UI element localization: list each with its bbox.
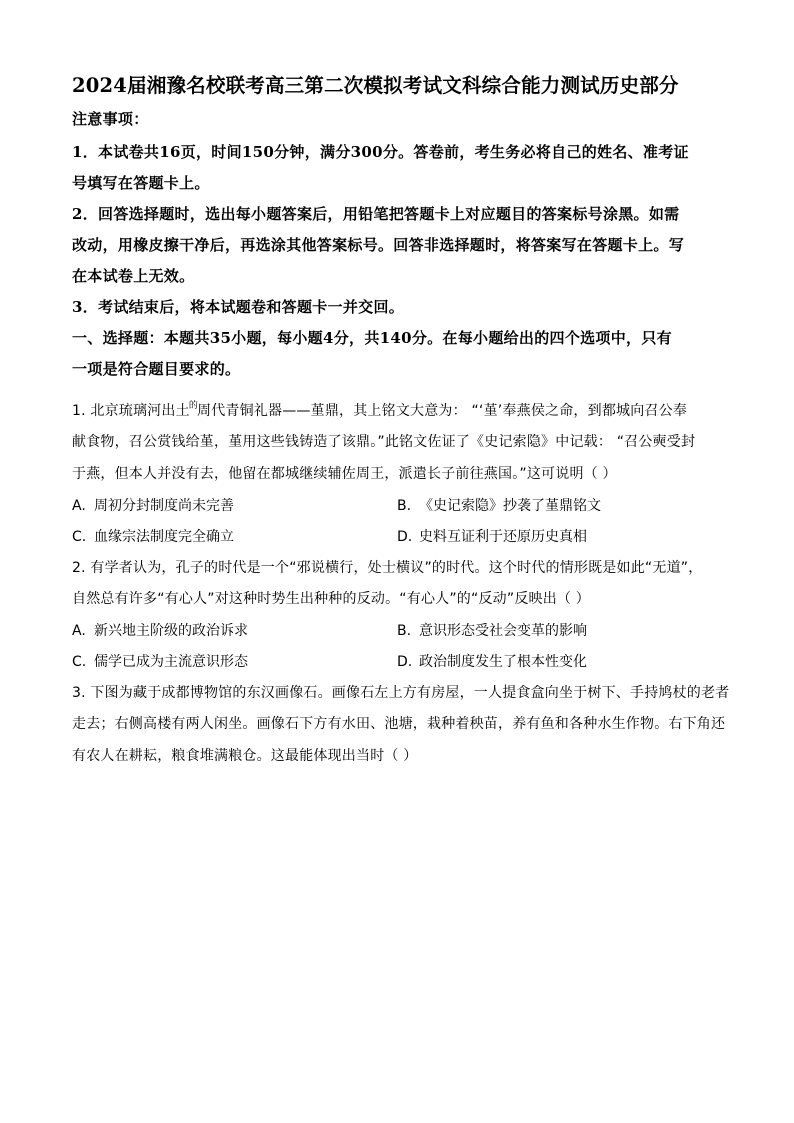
option-letter: D.	[397, 529, 413, 545]
option-text: 新兴地主阶级的政治诉求	[94, 623, 248, 639]
question-1-option-c[interactable]	[72, 526, 234, 546]
exam-title: 2024届湘豫名校联考高三第二次模拟考试文科综合能力测试历史部分	[72, 74, 679, 97]
option-letter: A.	[72, 498, 86, 514]
question-2-option-a[interactable]	[72, 620, 248, 640]
option-text: 血缘宗法制度完全确立	[94, 529, 234, 545]
option-text: 史料互证利于还原历史真相	[419, 529, 587, 545]
notice-line: 1．本试卷共16页，时间150分钟，满分300分。答卷前，考生务必将自己的姓名、准考证	[72, 143, 689, 161]
question-3-stem: 走去；右侧高楼有两人闲坐。画像石下方有水田、池塘，栽种着秧苗，养有鱼和各种水生作物。右下角还	[72, 716, 726, 732]
question-1-stem: 献食物，召公赏钱给堇，堇用这些钱铸造了该鼎。”此铭文佐证了《史记索隐》中记载： “召公奭受封	[72, 434, 696, 450]
question-2-stem: 2. 有学者认为，孔子的时代是一个“邪说横行，处士横议”的时代。这个时代的情形既是如此“无道”，	[72, 560, 703, 576]
notice-line: 3．考试结束后，将本试题卷和答题卡一并交回。	[72, 298, 405, 316]
question-1-option-d[interactable]	[397, 526, 587, 546]
notice-line: 在本试卷上无效。	[72, 267, 195, 285]
question-2-option-d[interactable]	[397, 651, 587, 671]
option-text: 周初分封制度尚未完善	[94, 498, 234, 514]
option-text: 《史记索隐》抄袭了堇鼎铭文	[419, 498, 601, 514]
question-1-option-a[interactable]	[72, 495, 234, 515]
notice-line: 2．回答选择题时，选出每小题答案后，用铅笔把答题卡上对应题目的答案标号涂黑。如需	[72, 205, 680, 223]
question-2-stem: 自然总有许多“有心人”对这种时势生出种种的反动。“有心人”的“反动”反映出（ ）	[72, 591, 590, 607]
question-2-option-c[interactable]	[72, 651, 248, 671]
option-text: 儒学已成为主流意识形态	[94, 654, 248, 670]
question-1-stem: 于燕，但本人并没有去，他留在都城继续辅佐周王，派遣长子前往燕国。”这可说明（ ）	[72, 466, 617, 482]
section-heading: 一项是符合题目要求的。	[72, 360, 241, 378]
option-text: 政治制度发生了根本性变化	[419, 654, 587, 670]
notice-line: 号填写在答题卡上。	[72, 174, 210, 192]
notice-heading: 注意事项：	[72, 110, 149, 128]
question-1-stem-superscript: 的	[188, 401, 199, 411]
option-text: 意识形态受社会变革的影响	[419, 623, 587, 639]
option-letter: A.	[72, 623, 86, 639]
option-letter: C.	[72, 654, 87, 670]
question-3-stem: 3. 下图为藏于成都博物馆的东汉画像石。画像石左上方有房屋，一人提食盒向坐于树下、手持鸠杖的老者	[72, 685, 730, 701]
question-1-stem-part: 周代青铜礼器——堇鼎，其上铭文大意为： “‘堇’奉燕侯之命，到都城向召公奉	[197, 403, 688, 419]
option-letter: B.	[397, 623, 412, 639]
question-3-stem: 有农人在耕耘，粮食堆满粮仓。这最能体现出当时（ ）	[72, 748, 418, 764]
option-letter: C.	[72, 529, 87, 545]
section-heading: 一、选择题：本题共35小题，每小题4分，共140分。在每小题给出的四个选项中，只有	[72, 329, 672, 347]
option-letter: B.	[397, 498, 412, 514]
notice-line: 改动，用橡皮擦干净后，再选涂其他答案标号。回答非选择题时，将答案写在答题卡上。写	[72, 236, 685, 254]
option-letter: D.	[397, 654, 413, 670]
question-1-stem-part: 1. 北京琉璃河出土	[72, 403, 190, 419]
question-1-stem	[72, 398, 687, 420]
question-2-option-b[interactable]	[397, 620, 587, 640]
question-1-option-b[interactable]	[397, 495, 601, 515]
